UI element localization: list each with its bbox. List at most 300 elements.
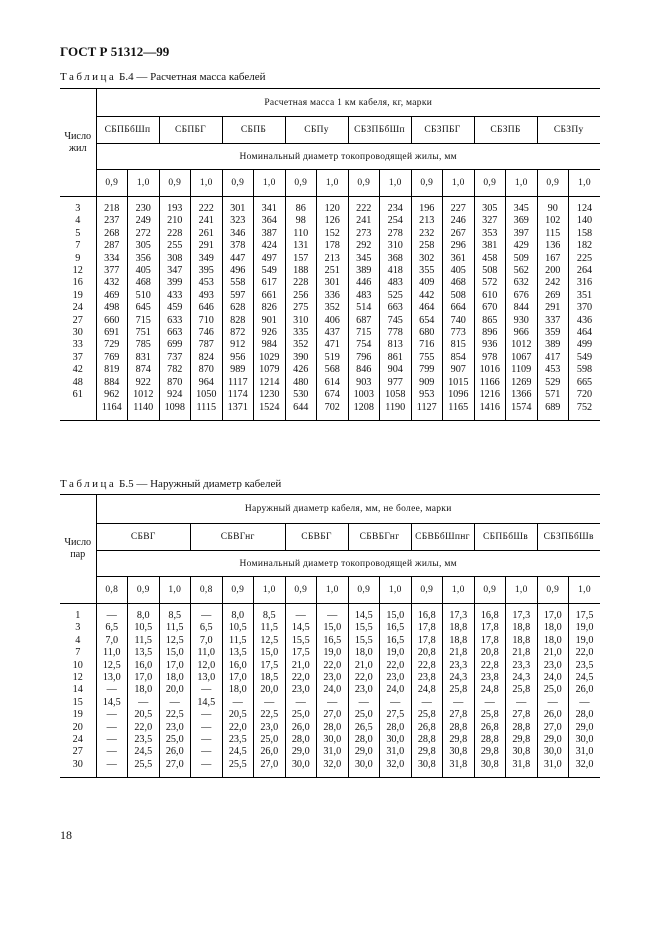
diameter-cell: 0,9 bbox=[411, 577, 443, 604]
data-column bbox=[254, 604, 286, 778]
data-cell: — bbox=[106, 684, 117, 696]
data-cell: 19,0 bbox=[575, 622, 594, 634]
data-cell: 15,5 bbox=[354, 622, 373, 634]
data-cell: 152 bbox=[324, 227, 340, 239]
diameter-cell: 0,9 bbox=[285, 577, 317, 604]
data-cell: 22,0 bbox=[354, 672, 373, 684]
row-header-cell bbox=[60, 495, 96, 604]
data-cell: 370 bbox=[576, 302, 593, 314]
row-label: 14 bbox=[72, 684, 83, 696]
row-label: 27 bbox=[72, 746, 83, 758]
data-cell: 22,8 bbox=[417, 659, 436, 671]
data-cell: 241 bbox=[198, 215, 214, 227]
data-cell: 646 bbox=[198, 302, 214, 314]
data-cell: 30,8 bbox=[417, 758, 436, 770]
data-cell: 30,0 bbox=[354, 758, 373, 770]
row-label: 48 bbox=[72, 376, 83, 388]
data-cell: 23,0 bbox=[386, 672, 405, 684]
data-cell: 676 bbox=[513, 289, 529, 301]
data-cell: 273 bbox=[356, 227, 372, 239]
data-cell: 1140 bbox=[133, 401, 154, 413]
brand-header: СБВБГнг bbox=[348, 524, 411, 551]
data-cell: 468 bbox=[450, 277, 466, 289]
data-cell: 390 bbox=[293, 351, 309, 363]
data-cell: 926 bbox=[261, 327, 277, 339]
data-cell: 872 bbox=[230, 327, 246, 339]
data-cell: 23,5 bbox=[575, 659, 594, 671]
brand-header: СБПБ bbox=[222, 117, 285, 144]
data-cell: 6,5 bbox=[105, 622, 119, 634]
row-label: 27 bbox=[72, 314, 83, 326]
data-cell: 336 bbox=[324, 289, 340, 301]
brand-header: СБЗПу bbox=[537, 117, 600, 144]
data-cell: 292 bbox=[356, 240, 372, 252]
data-column bbox=[443, 604, 475, 778]
data-cell: 661 bbox=[261, 289, 277, 301]
data-cell: 140 bbox=[576, 215, 593, 227]
data-cell: 28,0 bbox=[354, 734, 373, 746]
data-cell: 13,0 bbox=[102, 672, 121, 684]
data-cell: 23,0 bbox=[543, 659, 562, 671]
data-cell: 102 bbox=[545, 215, 561, 227]
data-cell: 29,0 bbox=[575, 721, 594, 733]
brand-header: СБВБбШпнг bbox=[411, 524, 474, 551]
data-cell: 1117 bbox=[227, 376, 248, 388]
data-cell: 26,0 bbox=[260, 746, 279, 758]
data-cell: 558 bbox=[230, 277, 246, 289]
row-label: 61 bbox=[72, 389, 83, 401]
data-cell: — bbox=[106, 758, 117, 770]
data-column bbox=[411, 604, 443, 778]
data-cell: 13,5 bbox=[134, 647, 153, 659]
data-cell: 663 bbox=[167, 327, 183, 339]
data-cell: 896 bbox=[482, 327, 498, 339]
data-cell: 26,8 bbox=[480, 721, 499, 733]
data-cell: 710 bbox=[198, 314, 214, 326]
row-label: 42 bbox=[72, 364, 83, 376]
data-cell: 30,8 bbox=[512, 746, 531, 758]
document-header: ГОСТ Р 51312—99 bbox=[60, 44, 170, 59]
data-cell: — bbox=[201, 758, 212, 770]
data-cell: — bbox=[201, 684, 212, 696]
data-cell: 12,5 bbox=[102, 659, 121, 671]
data-cell: 346 bbox=[230, 227, 246, 239]
data-cell: — bbox=[358, 696, 369, 708]
data-cell: 729 bbox=[104, 339, 120, 351]
data-cell: 345 bbox=[356, 252, 372, 264]
data-cell: 25,8 bbox=[449, 684, 468, 696]
data-cell: 234 bbox=[387, 203, 403, 214]
data-cell: 22,8 bbox=[480, 659, 499, 671]
data-cell: 19,0 bbox=[323, 647, 342, 659]
data-cell: 870 bbox=[167, 376, 183, 388]
data-cell: — bbox=[201, 709, 212, 721]
data-cell: 824 bbox=[198, 351, 214, 363]
data-cell: 1165 bbox=[448, 401, 469, 413]
data-cell: 18,8 bbox=[512, 634, 531, 646]
data-cell: 368 bbox=[387, 252, 403, 264]
brand-header: СБПБбШп bbox=[96, 117, 159, 144]
data-cell: 26,0 bbox=[543, 709, 562, 721]
diameter-cell: 1,0 bbox=[443, 577, 475, 604]
data-cell: 19,0 bbox=[575, 634, 594, 646]
row-label: 9 bbox=[75, 252, 81, 264]
data-cell: — bbox=[421, 696, 432, 708]
data-cell: 664 bbox=[450, 302, 466, 314]
data-cell: — bbox=[138, 696, 149, 708]
data-cell: 31,0 bbox=[575, 746, 594, 758]
data-cell: 1012 bbox=[511, 339, 532, 351]
data-cell: 16,8 bbox=[417, 610, 436, 621]
data-cell: 178 bbox=[324, 240, 340, 252]
row-label: 5 bbox=[75, 227, 81, 239]
data-cell: 24,3 bbox=[512, 672, 531, 684]
data-cell: 110 bbox=[293, 227, 309, 239]
data-cell: 228 bbox=[167, 227, 183, 239]
brand-header: СБЗПБбШв bbox=[537, 524, 600, 551]
diameter-cell: 0,9 bbox=[222, 577, 254, 604]
data-cell: 433 bbox=[167, 289, 183, 301]
data-cell: 702 bbox=[324, 401, 340, 413]
data-cell: 18,0 bbox=[165, 672, 184, 684]
data-cell: 347 bbox=[167, 265, 183, 277]
data-cell: — bbox=[390, 696, 401, 708]
row-label: 1 bbox=[75, 610, 81, 621]
data-cell: 353 bbox=[482, 227, 498, 239]
data-cell: 30,0 bbox=[386, 734, 405, 746]
data-cell: 1371 bbox=[227, 401, 248, 413]
diameter-cell: 1,0 bbox=[317, 170, 349, 197]
data-cell: 977 bbox=[387, 376, 403, 388]
row-label: 24 bbox=[72, 302, 83, 314]
data-column bbox=[222, 197, 254, 421]
data-cell: 25,5 bbox=[134, 758, 153, 770]
data-cell: 508 bbox=[450, 289, 466, 301]
data-cell: 459 bbox=[167, 302, 183, 314]
data-cell: 1109 bbox=[511, 364, 532, 376]
row-header: Число жил bbox=[64, 130, 92, 154]
data-cell: — bbox=[201, 734, 212, 746]
data-cell: 193 bbox=[167, 203, 183, 214]
data-cell: 29,0 bbox=[543, 734, 562, 746]
data-cell: 28,8 bbox=[512, 721, 531, 733]
data-column bbox=[159, 604, 191, 778]
data-cell: 24,3 bbox=[449, 672, 468, 684]
data-cell: 769 bbox=[104, 351, 120, 363]
diameter-cell: 0,9 bbox=[222, 170, 254, 197]
data-cell: 323 bbox=[230, 215, 246, 227]
data-cell: 264 bbox=[576, 265, 593, 277]
data-cell: 7,0 bbox=[199, 634, 213, 646]
data-cell: 349 bbox=[198, 252, 214, 264]
data-cell: 25,0 bbox=[165, 734, 184, 746]
data-cell: 745 bbox=[387, 314, 403, 326]
data-cell: 18,0 bbox=[543, 634, 562, 646]
data-cell: 22,0 bbox=[228, 721, 247, 733]
data-cell: 519 bbox=[324, 351, 340, 363]
data-cell: 378 bbox=[230, 240, 246, 252]
data-cell: 417 bbox=[545, 351, 561, 363]
data-cell: 228 bbox=[293, 277, 309, 289]
data-cell: 1214 bbox=[259, 376, 280, 388]
data-cell: 302 bbox=[419, 252, 435, 264]
data-cell: 17,5 bbox=[575, 610, 594, 621]
diameter-cell: 1,0 bbox=[380, 577, 412, 604]
data-cell: 21,0 bbox=[543, 647, 562, 659]
data-cell: 633 bbox=[167, 314, 183, 326]
diameter-cell: 0,8 bbox=[96, 577, 128, 604]
data-cell: 1524 bbox=[259, 401, 280, 413]
data-cell: 334 bbox=[104, 252, 120, 264]
data-cell: 1416 bbox=[479, 401, 500, 413]
data-cell: 310 bbox=[293, 314, 309, 326]
data-cell: 493 bbox=[198, 289, 214, 301]
data-cell: 27,5 bbox=[386, 709, 405, 721]
diameter-cell: 1,0 bbox=[443, 170, 475, 197]
data-cell: 901 bbox=[261, 314, 277, 326]
data-cell: 237 bbox=[104, 215, 120, 227]
row-header-cell bbox=[60, 89, 96, 197]
diameter-cell: 1,0 bbox=[569, 577, 601, 604]
table-b5-caption bbox=[60, 478, 281, 490]
brand-header: СБВГ bbox=[96, 524, 191, 551]
data-cell: 23,5 bbox=[134, 734, 153, 746]
data-cell: — bbox=[232, 696, 243, 708]
data-cell: 21,0 bbox=[354, 659, 373, 671]
data-cell: 14,5 bbox=[102, 696, 121, 708]
data-cell: 26,0 bbox=[575, 684, 594, 696]
data-cell: — bbox=[201, 610, 212, 621]
data-cell: 1190 bbox=[385, 401, 406, 413]
data-cell: 436 bbox=[576, 314, 593, 326]
data-cell: 978 bbox=[482, 351, 498, 363]
data-cell: 904 bbox=[387, 364, 403, 376]
data-cell: 23,5 bbox=[228, 734, 247, 746]
data-cell: 16,0 bbox=[134, 659, 153, 671]
data-cell: 21,8 bbox=[512, 647, 531, 659]
data-cell: 29,8 bbox=[512, 734, 531, 746]
data-cell: 26,5 bbox=[354, 721, 373, 733]
data-cell: 11,5 bbox=[229, 634, 247, 646]
data-cell: 549 bbox=[261, 265, 277, 277]
data-cell: 15,0 bbox=[260, 647, 279, 659]
diameter-header: Номинальный диаметр токопроводящей жилы, мм bbox=[96, 551, 600, 577]
data-cell: 909 bbox=[419, 376, 435, 388]
row-label: 3 bbox=[75, 622, 81, 634]
data-cell: 246 bbox=[450, 215, 466, 227]
data-cell: 316 bbox=[576, 277, 593, 289]
data-cell: 1029 bbox=[259, 351, 280, 363]
row-label: 12 bbox=[72, 265, 83, 277]
table-b4-caption bbox=[60, 71, 266, 83]
data-cell: 22,0 bbox=[323, 659, 342, 671]
data-cell: 232 bbox=[419, 227, 435, 239]
data-cell: 12,5 bbox=[165, 634, 184, 646]
data-column bbox=[348, 197, 380, 421]
data-cell: — bbox=[579, 696, 590, 708]
data-cell: 752 bbox=[576, 401, 593, 413]
diameter-cell: 1,0 bbox=[317, 577, 349, 604]
data-cell: 18,5 bbox=[260, 672, 279, 684]
data-cell: 884 bbox=[104, 376, 120, 388]
data-cell: 907 bbox=[450, 364, 466, 376]
data-cell: 409 bbox=[419, 277, 435, 289]
data-cell: 17,8 bbox=[417, 622, 436, 634]
data-cell: 15,0 bbox=[165, 647, 184, 659]
data-cell: 17,8 bbox=[417, 634, 436, 646]
data-column bbox=[506, 604, 538, 778]
data-cell: 120 bbox=[324, 203, 340, 214]
data-cell: 826 bbox=[261, 302, 277, 314]
data-cell: 405 bbox=[135, 265, 151, 277]
data-cell: 17,0 bbox=[228, 672, 247, 684]
data-cell: 8,0 bbox=[136, 610, 150, 621]
data-cell: 1174 bbox=[227, 389, 248, 401]
diameter-cell: 1,0 bbox=[569, 170, 601, 197]
data-cell: 663 bbox=[387, 302, 403, 314]
data-cell: 471 bbox=[324, 339, 340, 351]
data-cell: 310 bbox=[387, 240, 403, 252]
data-cell: 962 bbox=[104, 389, 120, 401]
data-cell: 424 bbox=[261, 240, 277, 252]
diameter-cell: 0,9 bbox=[96, 170, 128, 197]
data-cell: 751 bbox=[135, 327, 151, 339]
data-cell: 269 bbox=[545, 289, 561, 301]
data-cell: 568 bbox=[324, 364, 340, 376]
data-cell: 24,0 bbox=[323, 684, 342, 696]
data-cell: 29,8 bbox=[417, 746, 436, 758]
data-cell: 12,0 bbox=[197, 659, 216, 671]
data-cell: 29,8 bbox=[449, 734, 468, 746]
row-labels-column bbox=[60, 604, 96, 778]
data-cell: 24,5 bbox=[228, 746, 247, 758]
data-cell: 364 bbox=[261, 215, 277, 227]
data-cell: 28,0 bbox=[323, 721, 342, 733]
diameter-cell: 0,9 bbox=[348, 577, 380, 604]
group-header: Расчетная масса 1 км кабеля, кг, марки bbox=[96, 89, 600, 117]
row-label: 16 bbox=[72, 277, 83, 289]
data-cell: 24,0 bbox=[543, 672, 562, 684]
data-cell: 230 bbox=[135, 203, 151, 214]
data-cell: 429 bbox=[513, 240, 529, 252]
data-cell: 1050 bbox=[196, 389, 217, 401]
data-cell: 530 bbox=[293, 389, 309, 401]
diameter-cell: 0,8 bbox=[191, 577, 223, 604]
data-cell: 305 bbox=[482, 203, 498, 214]
data-cell: 16,5 bbox=[323, 634, 342, 646]
data-cell: 291 bbox=[198, 240, 214, 252]
data-cell: 24,5 bbox=[575, 672, 594, 684]
data-column bbox=[569, 604, 601, 778]
data-cell: — bbox=[516, 696, 527, 708]
diameter-cell: 1,0 bbox=[254, 577, 286, 604]
data-cell: 746 bbox=[198, 327, 214, 339]
data-cell: 689 bbox=[545, 401, 561, 413]
data-cell: 351 bbox=[576, 289, 593, 301]
row-label: 7 bbox=[75, 240, 81, 252]
data-cell: 815 bbox=[450, 339, 466, 351]
row-label: 37 bbox=[72, 351, 83, 363]
data-cell: 23,0 bbox=[291, 684, 310, 696]
data-cell: 218 bbox=[104, 203, 120, 214]
data-cell: 936 bbox=[482, 339, 498, 351]
data-cell: 25,5 bbox=[228, 758, 247, 770]
data-cell: 30,0 bbox=[543, 746, 562, 758]
data-cell: 131 bbox=[293, 240, 309, 252]
data-cell: 1230 bbox=[259, 389, 280, 401]
data-cell: 200 bbox=[545, 265, 561, 277]
data-cell: 755 bbox=[419, 351, 435, 363]
data-cell: 406 bbox=[324, 314, 340, 326]
data-cell: 98 bbox=[295, 215, 306, 227]
data-cell: 22,0 bbox=[575, 647, 594, 659]
data-cell: 28,0 bbox=[386, 721, 405, 733]
data-cell: 352 bbox=[293, 339, 309, 351]
diameter-cell: 1,0 bbox=[128, 170, 160, 197]
data-cell: 337 bbox=[545, 314, 561, 326]
caption-text: Б.5 — Наружный диаметр кабелей bbox=[116, 478, 282, 490]
data-cell: 381 bbox=[482, 240, 498, 252]
data-cell: 30,8 bbox=[480, 758, 499, 770]
brand-header: СБВГнг bbox=[191, 524, 286, 551]
data-cell: 1164 bbox=[101, 401, 122, 413]
data-cell: 966 bbox=[513, 327, 529, 339]
data-cell: 287 bbox=[104, 240, 120, 252]
row-label: 30 bbox=[72, 758, 83, 770]
data-cell: 15,0 bbox=[323, 622, 342, 634]
data-cell: 30,0 bbox=[291, 758, 310, 770]
data-cell: 846 bbox=[356, 364, 372, 376]
data-cell: 278 bbox=[387, 227, 403, 239]
data-cell: 126 bbox=[324, 215, 340, 227]
data-cell: 167 bbox=[545, 252, 561, 264]
row-label: 19 bbox=[72, 709, 83, 721]
data-cell: 20,0 bbox=[260, 684, 279, 696]
data-cell: 258 bbox=[419, 240, 435, 252]
data-cell: 25,0 bbox=[291, 709, 310, 721]
data-cell: 597 bbox=[230, 289, 246, 301]
data-cell: 15,5 bbox=[291, 634, 310, 646]
page-number: 18 bbox=[60, 828, 72, 842]
brand-header: СБПБбШв bbox=[474, 524, 537, 551]
data-cell: 268 bbox=[104, 227, 120, 239]
data-cell: 25,8 bbox=[480, 709, 499, 721]
data-cell: 17,3 bbox=[449, 610, 468, 621]
data-cell: 562 bbox=[513, 265, 529, 277]
data-cell: 632 bbox=[513, 277, 529, 289]
row-label: 33 bbox=[72, 339, 83, 351]
data-cell: 20,5 bbox=[228, 709, 247, 721]
data-cell: 355 bbox=[419, 265, 435, 277]
data-cell: 720 bbox=[576, 389, 593, 401]
data-cell: 1098 bbox=[164, 401, 185, 413]
data-cell: 464 bbox=[576, 327, 593, 339]
data-cell: 654 bbox=[419, 314, 435, 326]
data-cell: 782 bbox=[167, 364, 183, 376]
data-cell: 20,5 bbox=[134, 709, 153, 721]
data-cell: — bbox=[201, 721, 212, 733]
data-cell: 865 bbox=[482, 314, 498, 326]
data-cell: 464 bbox=[419, 302, 435, 314]
row-label: 12 bbox=[72, 672, 83, 684]
diameter-cell: 1,0 bbox=[506, 577, 538, 604]
data-cell: 18,0 bbox=[228, 684, 247, 696]
brand-header: СБПБГ bbox=[159, 117, 222, 144]
data-cell: 31,0 bbox=[543, 758, 562, 770]
data-cell: 17,8 bbox=[480, 634, 499, 646]
diameter-cell: 0,9 bbox=[285, 170, 317, 197]
data-column bbox=[191, 197, 223, 421]
